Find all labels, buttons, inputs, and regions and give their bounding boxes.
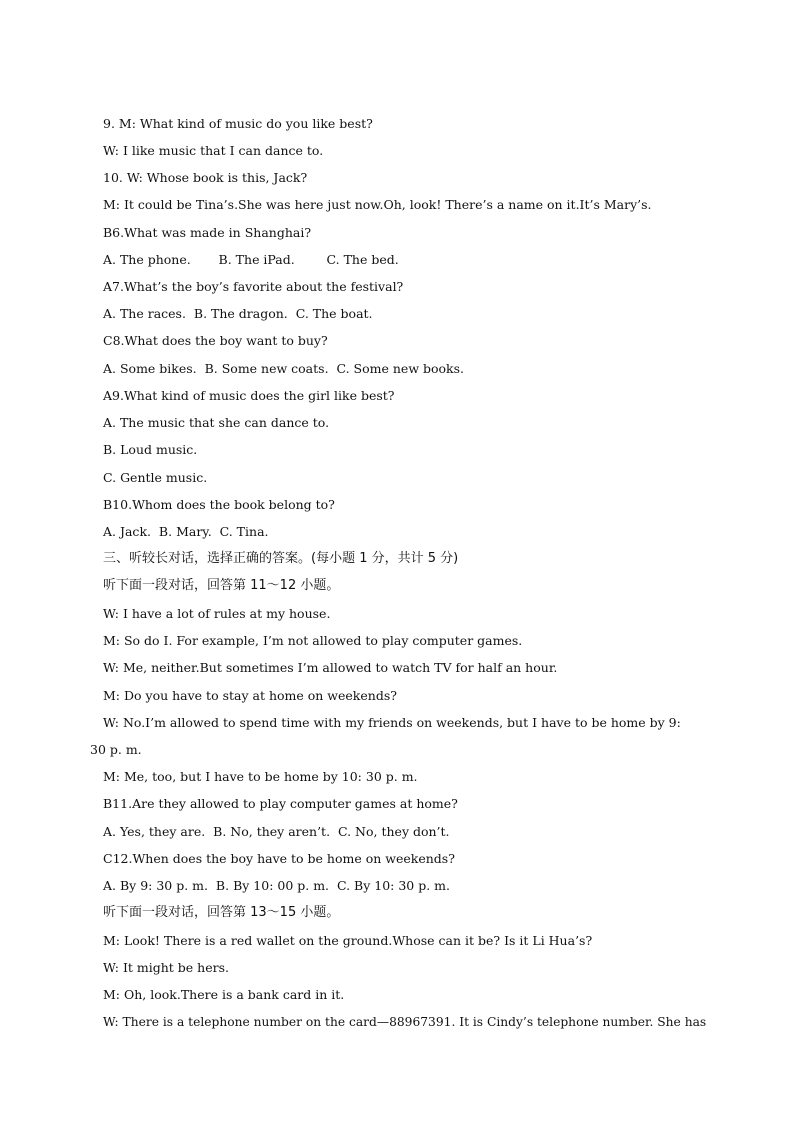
instruction-line: 听下面一段对话，回答第 11～12 小题。 <box>103 578 340 593</box>
dialogue-line: 10. W: Whose book is this, Jack? <box>103 170 308 185</box>
instruction-line: 听下面一段对话，回答第 13～15 小题。 <box>103 905 340 920</box>
question-line: A7.What’s the boy’s favorite about the festival? <box>103 279 404 294</box>
dialogue-line: W: Me, neither.But sometimes I’m allowed to watch TV for half an hour. <box>103 660 558 675</box>
dialogue-line: M: Do you have to stay at home on weekends? <box>103 688 397 703</box>
dialogue-line: M: Me, too, but I have to be home by 10: 30 p. m. <box>103 769 418 784</box>
section-heading: 三、听较长对话，选择正确的答案。(每小题 1 分，共计 5 分) <box>103 551 459 566</box>
dialogue-continuation: 30 p. m. <box>90 742 142 757</box>
dialogue-line: M: Look! There is a red wallet on the ground.Whose can it be? Is it Li Hua’s? <box>103 933 593 948</box>
question-line: B11.Are they allowed to play computer games at home? <box>103 796 458 811</box>
dialogue-line: 9. M: What kind of music do you like best? <box>103 116 373 131</box>
options-line: A. Yes, they are. B. No, they aren’t. C. No, they don’t. <box>103 824 450 839</box>
question-line: C12.When does the boy have to be home on weekends? <box>103 851 455 866</box>
dialogue-line: W: No.I’m allowed to spend time with my friends on weekends, but I have to be home by 9: <box>103 715 681 730</box>
dialogue-line: W: It might be hers. <box>103 960 229 975</box>
question-line: C8.What does the boy want to buy? <box>103 333 328 348</box>
options-line: A. Some bikes. B. Some new coats. C. Some new books. <box>103 361 465 376</box>
dialogue-line: W: I like music that I can dance to. <box>103 143 324 158</box>
option-line: C. Gentle music. <box>103 470 208 485</box>
options-line: A. The races. B. The dragon. C. The boat. <box>103 306 373 321</box>
options-line: A. Jack. B. Mary. C. Tina. <box>103 524 269 539</box>
option-line: A. The music that she can dance to. <box>103 415 330 430</box>
dialogue-line: M: Oh, look.There is a bank card in it. <box>103 987 345 1002</box>
dialogue-line: W: There is a telephone number on the card—88967391. It is Cindy’s telephone number. She has <box>103 1015 707 1029</box>
question-line: B10.Whom does the book belong to? <box>103 497 335 512</box>
question-line: A9.What kind of music does the girl like best? <box>103 388 395 403</box>
dialogue-line: M: It could be Tina’s.She was here just now.Oh, look! There’s a name on it.It’s Mary’s. <box>103 197 652 212</box>
options-line: A. By 9: 30 p. m. B. By 10: 00 p. m. C. By 10: 30 p. m. <box>103 878 451 893</box>
options-line: A. The phone. B. The iPad. C. The bed. <box>103 252 399 267</box>
question-line: B6.What was made in Shanghai? <box>103 225 312 240</box>
option-line: B. Loud music. <box>103 442 198 457</box>
dialogue-line: W: I have a lot of rules at my house. <box>103 606 331 621</box>
dialogue-line: M: So do I. For example, I’m not allowed to play computer games. <box>103 633 523 648</box>
